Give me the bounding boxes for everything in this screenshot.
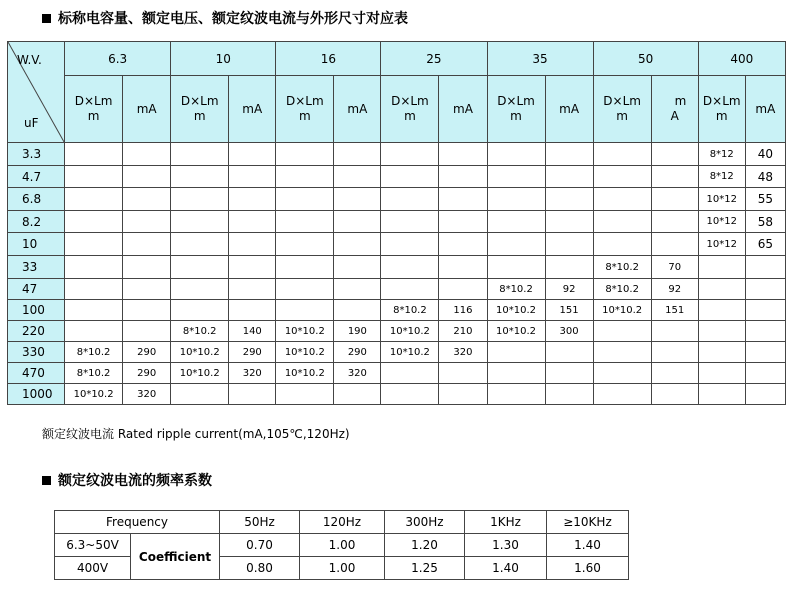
ripple-current-cell xyxy=(229,211,276,233)
dimension-cell xyxy=(171,256,229,279)
ripple-current-cell xyxy=(545,256,593,279)
ripple-current-cell xyxy=(229,143,276,166)
dimension-cell xyxy=(276,279,334,300)
current-header: mA xyxy=(745,76,785,143)
voltage-header: 10 xyxy=(171,42,276,76)
capacitance-row xyxy=(8,384,786,405)
coefficient-value: 0.80 xyxy=(220,557,300,580)
section-heading-text: 额定纹波电流的频率系数 xyxy=(58,473,212,489)
voltage-header: 400 xyxy=(698,42,785,76)
dimension-cell xyxy=(593,363,651,384)
dimension-cell: 10*10.2 xyxy=(487,300,545,321)
ripple-current-cell xyxy=(334,188,381,211)
dimension-header: D×Lm m xyxy=(487,76,545,143)
capacitance-cell: 47 xyxy=(8,279,65,300)
dimension-cell xyxy=(171,166,229,188)
current-header: mA xyxy=(334,76,381,143)
dimension-cell xyxy=(381,188,439,211)
ripple-current-cell xyxy=(334,279,381,300)
current-header: mA xyxy=(123,76,171,143)
ripple-current-cell xyxy=(229,188,276,211)
ripple-current-cell xyxy=(651,166,698,188)
dimension-cell xyxy=(276,188,334,211)
ripple-current-cell xyxy=(123,188,171,211)
ripple-current-cell xyxy=(545,211,593,233)
ripple-current-cell xyxy=(545,188,593,211)
ripple-current-cell xyxy=(745,279,785,300)
coefficient-row xyxy=(55,534,629,557)
capacitance-row xyxy=(8,279,786,300)
ripple-current-cell xyxy=(334,300,381,321)
ripple-current-cell xyxy=(229,256,276,279)
ripple-current-cell xyxy=(651,143,698,166)
ripple-current-cell xyxy=(123,279,171,300)
ripple-current-cell: 55 xyxy=(745,188,785,211)
voltage-header: 16 xyxy=(276,42,381,76)
dimension-cell xyxy=(593,188,651,211)
ripple-current-cell xyxy=(123,143,171,166)
capacitance-cell: 220 xyxy=(8,321,65,342)
ripple-current-cell xyxy=(651,342,698,363)
dimension-cell xyxy=(593,166,651,188)
dimension-cell xyxy=(698,363,745,384)
ripple-current-cell: 290 xyxy=(334,342,381,363)
ripple-current-cell: 116 xyxy=(439,300,487,321)
dimension-cell xyxy=(593,384,651,405)
ripple-current-cell: 40 xyxy=(745,143,785,166)
ripple-current-cell xyxy=(651,233,698,256)
ripple-current-cell xyxy=(123,233,171,256)
ripple-current-cell xyxy=(334,166,381,188)
dimension-cell: 8*10.2 xyxy=(487,279,545,300)
dimension-cell xyxy=(487,166,545,188)
ripple-current-cell: 210 xyxy=(439,321,487,342)
coefficient-value: 1.40 xyxy=(547,534,629,557)
ripple-current-cell xyxy=(334,211,381,233)
dimension-cell xyxy=(171,279,229,300)
dimension-cell: 8*12 xyxy=(698,143,745,166)
dimension-cell: 10*10.2 xyxy=(593,300,651,321)
coefficient-value: 1.60 xyxy=(547,557,629,580)
ripple-current-cell xyxy=(123,321,171,342)
voltage-header: 25 xyxy=(381,42,487,76)
ripple-current-cell xyxy=(545,233,593,256)
current-header: m A xyxy=(651,76,698,143)
coefficient-value: 1.20 xyxy=(385,534,465,557)
dimension-cell: 8*10.2 xyxy=(381,300,439,321)
capacitance-row xyxy=(8,300,786,321)
ripple-current-cell xyxy=(439,143,487,166)
capacitance-row xyxy=(8,143,786,166)
coefficient-label: Coefficient xyxy=(131,534,220,580)
dimension-cell xyxy=(593,342,651,363)
ripple-current-cell xyxy=(229,233,276,256)
dimension-cell xyxy=(276,233,334,256)
dimension-cell xyxy=(171,233,229,256)
dimension-cell xyxy=(276,166,334,188)
ripple-current-cell xyxy=(651,384,698,405)
frequency-label: Frequency xyxy=(55,511,220,534)
dimension-cell: 10*10.2 xyxy=(171,363,229,384)
dimension-cell xyxy=(487,143,545,166)
ripple-current-cell xyxy=(439,279,487,300)
dimension-cell: 10*10.2 xyxy=(276,321,334,342)
dimension-cell xyxy=(381,384,439,405)
dimension-cell: 8*10.2 xyxy=(65,342,123,363)
capacitance-cell: 470 xyxy=(8,363,65,384)
ripple-current-cell: 70 xyxy=(651,256,698,279)
capacitance-cell: 3.3 xyxy=(8,143,65,166)
dimension-cell: 8*10.2 xyxy=(593,256,651,279)
ripple-current-cell: 290 xyxy=(123,363,171,384)
dimension-cell xyxy=(171,384,229,405)
ripple-current-cell xyxy=(545,166,593,188)
section-heading-size-table xyxy=(42,8,408,28)
ripple-current-cell xyxy=(745,300,785,321)
dimension-cell xyxy=(381,166,439,188)
coefficient-value: 1.40 xyxy=(465,557,547,580)
dimension-cell: 10*10.2 xyxy=(276,363,334,384)
ripple-current-cell xyxy=(229,279,276,300)
ripple-current-cell xyxy=(334,233,381,256)
dimension-cell xyxy=(698,384,745,405)
dimension-cell xyxy=(65,256,123,279)
dimension-cell: 10*10.2 xyxy=(381,321,439,342)
square-bullet-icon xyxy=(42,476,51,485)
ripple-current-cell: 65 xyxy=(745,233,785,256)
dimension-cell xyxy=(698,279,745,300)
capacitance-cell: 330 xyxy=(8,342,65,363)
dimension-cell xyxy=(487,233,545,256)
ripple-current-cell xyxy=(439,384,487,405)
capacitance-row xyxy=(8,233,786,256)
dimension-cell: 8*10.2 xyxy=(65,363,123,384)
ripple-current-cell xyxy=(334,384,381,405)
dimension-cell xyxy=(487,256,545,279)
dimension-cell xyxy=(65,143,123,166)
dimension-cell xyxy=(593,211,651,233)
dimension-cell xyxy=(171,300,229,321)
ripple-current-cell: 320 xyxy=(439,342,487,363)
ripple-current-cell xyxy=(334,143,381,166)
coefficient-value: 1.30 xyxy=(465,534,547,557)
section-heading-text: 标称电容量、额定电压、额定纹波电流与外形尺寸对应表 xyxy=(58,11,408,27)
dimension-cell xyxy=(698,300,745,321)
dimension-cell xyxy=(65,188,123,211)
capacitance-row xyxy=(8,188,786,211)
ripple-current-cell xyxy=(439,188,487,211)
ripple-current-cell xyxy=(745,321,785,342)
ripple-current-cell: 320 xyxy=(334,363,381,384)
dimension-cell xyxy=(487,211,545,233)
ripple-current-cell xyxy=(439,363,487,384)
ripple-current-cell xyxy=(545,143,593,166)
ripple-current-cell xyxy=(439,166,487,188)
dimension-cell xyxy=(65,166,123,188)
dimension-header: D×Lm m xyxy=(698,76,745,143)
sub-header-row xyxy=(8,76,786,143)
dimension-cell xyxy=(276,300,334,321)
dimension-cell xyxy=(171,143,229,166)
voltage-range-cell: 400V xyxy=(55,557,131,580)
ripple-current-cell xyxy=(651,188,698,211)
dimension-cell xyxy=(171,188,229,211)
dimension-cell: 10*12 xyxy=(698,211,745,233)
ripple-current-cell: 320 xyxy=(229,363,276,384)
dimension-cell xyxy=(381,363,439,384)
ripple-current-cell xyxy=(545,342,593,363)
dimension-cell xyxy=(381,143,439,166)
ripple-current-cell xyxy=(439,256,487,279)
ripple-current-cell xyxy=(651,211,698,233)
capacitance-cell: 6.8 xyxy=(8,188,65,211)
section-heading-frequency xyxy=(42,470,212,490)
dimension-cell: 10*12 xyxy=(698,188,745,211)
capacitance-cell: 1000 xyxy=(8,384,65,405)
square-bullet-icon xyxy=(42,14,51,23)
dimension-cell: 10*12 xyxy=(698,233,745,256)
ripple-current-cell xyxy=(229,166,276,188)
ripple-current-cell: 92 xyxy=(651,279,698,300)
corner-uf-label: uF xyxy=(24,116,39,130)
ripple-current-cell xyxy=(745,384,785,405)
ripple-current-cell xyxy=(334,256,381,279)
dimension-cell xyxy=(593,233,651,256)
ripple-current-cell: 92 xyxy=(545,279,593,300)
ripple-current-cell xyxy=(123,300,171,321)
current-header: mA xyxy=(229,76,276,143)
dimension-header: D×Lm m xyxy=(381,76,439,143)
dimension-cell xyxy=(381,256,439,279)
dimension-cell: 10*10.2 xyxy=(381,342,439,363)
dimension-cell xyxy=(65,279,123,300)
ripple-current-cell: 290 xyxy=(229,342,276,363)
dimension-cell: 10*10.2 xyxy=(487,321,545,342)
capacitance-cell: 8.2 xyxy=(8,211,65,233)
ripple-current-cell xyxy=(745,256,785,279)
ripple-current-cell xyxy=(545,363,593,384)
dimension-cell xyxy=(65,233,123,256)
dimension-header: D×Lm m xyxy=(593,76,651,143)
voltage-header: 6.3 xyxy=(65,42,171,76)
capacitance-cell: 4.7 xyxy=(8,166,65,188)
dimension-cell xyxy=(276,256,334,279)
frequency-header: 120Hz xyxy=(300,511,385,534)
dimension-cell: 8*12 xyxy=(698,166,745,188)
ripple-current-cell xyxy=(123,256,171,279)
dimension-cell xyxy=(65,321,123,342)
dimension-cell xyxy=(381,211,439,233)
dimension-cell xyxy=(171,211,229,233)
capacitance-voltage-size-table xyxy=(7,41,786,405)
dimension-cell xyxy=(487,342,545,363)
frequency-coefficient-table xyxy=(54,510,629,580)
dimension-cell xyxy=(276,384,334,405)
dimension-cell xyxy=(593,143,651,166)
ripple-current-cell: 290 xyxy=(123,342,171,363)
ripple-current-cell: 151 xyxy=(545,300,593,321)
dimension-cell xyxy=(381,233,439,256)
ripple-current-cell xyxy=(745,363,785,384)
dimension-cell xyxy=(276,211,334,233)
coefficient-value: 1.00 xyxy=(300,557,385,580)
corner-cell xyxy=(8,42,65,143)
frequency-header-row xyxy=(55,511,629,534)
ripple-current-cell: 48 xyxy=(745,166,785,188)
ripple-current-cell: 320 xyxy=(123,384,171,405)
dimension-header: D×Lm m xyxy=(276,76,334,143)
capacitance-cell: 100 xyxy=(8,300,65,321)
ripple-current-cell xyxy=(123,211,171,233)
frequency-header: 300Hz xyxy=(385,511,465,534)
dimension-cell: 10*10.2 xyxy=(276,342,334,363)
dimension-cell xyxy=(65,300,123,321)
dimension-cell: 10*10.2 xyxy=(171,342,229,363)
ripple-current-cell: 190 xyxy=(334,321,381,342)
ripple-current-cell: 58 xyxy=(745,211,785,233)
capacitance-row xyxy=(8,321,786,342)
dimension-cell xyxy=(593,321,651,342)
dimension-cell xyxy=(487,384,545,405)
coefficient-value: 1.25 xyxy=(385,557,465,580)
dimension-cell xyxy=(698,342,745,363)
frequency-header: 1KHz xyxy=(465,511,547,534)
dimension-cell xyxy=(487,188,545,211)
capacitance-cell: 33 xyxy=(8,256,65,279)
ripple-current-cell xyxy=(439,211,487,233)
ripple-current-note: 额定纹波电流 Rated ripple current(mA,105℃,120Hz) xyxy=(42,427,350,441)
frequency-header: ≥10KHz xyxy=(547,511,629,534)
ripple-current-cell: 151 xyxy=(651,300,698,321)
ripple-current-cell xyxy=(229,300,276,321)
dimension-cell xyxy=(487,363,545,384)
ripple-current-cell xyxy=(439,233,487,256)
dimension-cell xyxy=(698,256,745,279)
current-header: mA xyxy=(439,76,487,143)
voltage-range-cell: 6.3~50V xyxy=(55,534,131,557)
ripple-current-cell xyxy=(651,363,698,384)
ripple-current-cell xyxy=(545,384,593,405)
dimension-cell xyxy=(698,321,745,342)
voltage-header: 35 xyxy=(487,42,593,76)
dimension-cell xyxy=(65,211,123,233)
current-header: mA xyxy=(545,76,593,143)
coefficient-value: 0.70 xyxy=(220,534,300,557)
voltage-header-row xyxy=(8,42,786,76)
voltage-header: 50 xyxy=(593,42,698,76)
ripple-current-cell xyxy=(745,342,785,363)
ripple-current-cell: 140 xyxy=(229,321,276,342)
capacitance-row xyxy=(8,256,786,279)
dimension-cell xyxy=(381,279,439,300)
capacitance-cell: 10 xyxy=(8,233,65,256)
dimension-header: D×Lm m xyxy=(65,76,123,143)
ripple-current-cell: 300 xyxy=(545,321,593,342)
capacitance-row xyxy=(8,211,786,233)
dimension-cell xyxy=(276,143,334,166)
dimension-header: D×Lm m xyxy=(171,76,229,143)
ripple-current-cell xyxy=(123,166,171,188)
capacitance-row xyxy=(8,363,786,384)
ripple-current-cell xyxy=(651,321,698,342)
coefficient-value: 1.00 xyxy=(300,534,385,557)
dimension-cell: 10*10.2 xyxy=(65,384,123,405)
corner-wv-label: W.V. xyxy=(17,53,42,67)
capacitance-row xyxy=(8,166,786,188)
ripple-current-cell xyxy=(229,384,276,405)
dimension-cell: 8*10.2 xyxy=(593,279,651,300)
frequency-header: 50Hz xyxy=(220,511,300,534)
capacitance-row xyxy=(8,342,786,363)
dimension-cell: 8*10.2 xyxy=(171,321,229,342)
